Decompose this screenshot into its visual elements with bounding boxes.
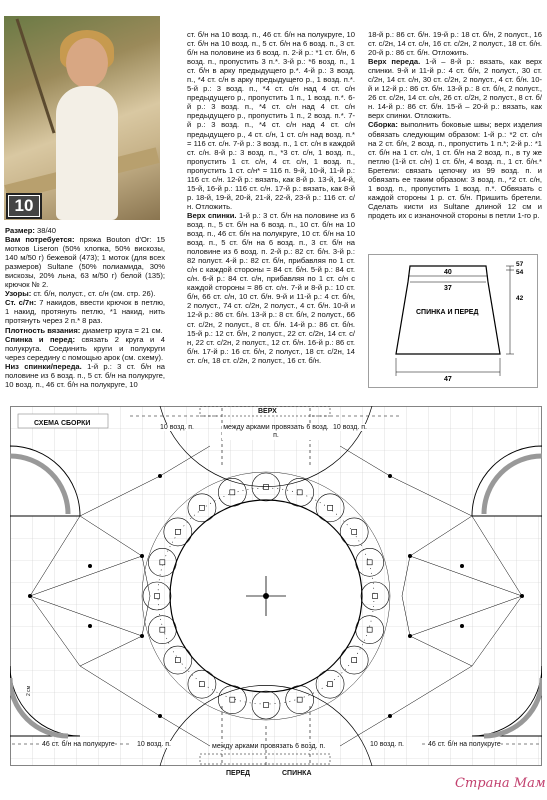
instructions-column-2: [187, 30, 355, 365]
density-label: Плотность вязания:: [5, 325, 81, 335]
back-label: СПИНКА: [282, 770, 312, 777]
bottom-left-sc: 46 ст. б/н на полукруге: [42, 741, 115, 748]
dim-57: 57: [516, 261, 524, 268]
pattern-number: 10: [9, 196, 39, 216]
front-top-text: 1-й – 8-й р.: вязать, как верх спинки. 9-й и 11-й р.: 4 ст. б/н, 2 полуст., 30 ст. с/2н, 14 ст. с/н, 30 ст. с/2н, 2 полуст., 4 ст. б/н. 10-й и 12-й р.: 86 ст. б/н. 13-й р.: 8 ст. б/н, 2 полуст., 26 ст. с/2н, 14 ст. с/н, 26 ст. с/2н, 2 полуст., 8 ст. б/н. 14-й р.: 86 ст. б/н. 15-й – 20-й р.: вязать, как верх спинки. Отложить.: [368, 57, 542, 121]
bottom-chain-right: 10 возд. п.: [370, 741, 404, 748]
bottom-chain-left: 10 возд. п.: [137, 741, 171, 748]
garment-sketch: [368, 254, 538, 388]
arches-bottom: между арками провязать 6 возд. п.: [212, 743, 326, 750]
chain-left-top: 10 возд. п.: [160, 424, 194, 431]
scale-label: 2 см: [26, 685, 33, 697]
back-top-text: 1-й р.: 3 ст. б/н на половине из 6 возд. п., 5 ст. б/н на 6 возд. п., 10 ст. б/н на 10 возд. п., 46 ст. б/н на полукруге, 10 ст. б/н на 10 возд. п., 5 ст. б/н на 6 возд. п., 3 ст. б/н на половине из 6 возд. п. 2-й р.: 82 ст. б/н. 3-й р.: 82 полуст. 4-й р.: 82 ст. б/н, прибавляя по 1 ст. с/н с каждой стороны = 84 ст. б/н. 5-й р.: 84 ст. с/н. 6-й р.: 84 ст. с/н, прибавляя по 1 ст. с/н с каждой стороны = 86 ст. с/н. 7-й и 8-й р.: 10 ст. б/н, 66 ст. с/н, 10 ст. б/н. 9-й и 11-й р.: 4 ст. б/н, 2 полуст., 74 ст. с/2н, 2 полуст., 4 ст. б/н. 10-й и 12-й р.: 86 ст. б/н. 13-й р.: 8 ст. б/н, 2 полуст., 66 ст. с/2н, 2 полуст., 8 ст. б/н. 14-й р.: 86 ст. б/н. 15-й р.: 12 ст. б/н, 2 полуст., 22 ст. с/2н, 14 ст. с/н, 22 ст. с/2н, 2 полуст., 12 ст. б/н. 16-й р.: 86 ст. б/н. 17-й р.: 16 ст. б/н, 2 полуст., 18 ст. с/2н, 14 ст. с/н, 18 ст. с/2н, 2 полуст., 16 ст. б/н.: [187, 210, 355, 365]
front-top-label: Верх переда.: [368, 57, 421, 67]
size-value: 38/40: [37, 226, 57, 235]
back-front-label: Спинка и перед:: [5, 334, 75, 344]
dim-top: 40: [444, 269, 452, 276]
front-label: ПЕРЕД: [226, 770, 251, 777]
col3-text: 18-й р.: 86 ст. б/н. 19-й р.: 18 ст. б/н, 2 полуст., 16 ст. с/2н, 14 ст. с/н, 16 ст. с/2н, 2 полуст., 18 ст. б/н. 20-й р.: 86 ст. б/н. Отложить.: [368, 30, 542, 58]
materials-label: Вам потребуется:: [5, 235, 75, 245]
arches-top: между арками провязать 6 возд. п.: [223, 424, 329, 439]
dim-bottom: 47: [444, 376, 452, 383]
patterns-text: ст. б/н, полуст., ст. с/н (см. стр. 26).: [33, 289, 156, 299]
chain-right-top: 10 возд. п.: [333, 424, 367, 431]
dim-inner: 37: [444, 285, 452, 292]
back-top-label: Верх спинки.: [187, 210, 237, 220]
watermark: Страна Мам: [455, 776, 546, 791]
materials-text: пряжа Bouton d'Or: 15 мотков Liseron (50% хлопка, 50% вискозы, 140 м/50 г) бежевой (473); 1 моток (для всех размеров) Sultane (50% полиамида, 30% вискозы, 20% льна, 63 м/50 г) белой (135); крючок № 2.: [5, 235, 165, 290]
st7-label: Ст. с/7н:: [5, 298, 37, 308]
dim-42: 42: [516, 295, 524, 302]
bottom-label: Низ спинки/переда.: [5, 361, 82, 371]
instructions-column-3: [368, 30, 542, 220]
assembly-label: Сборка:: [368, 120, 398, 130]
diagram-title: СХЕМА СБОРКИ: [34, 420, 91, 427]
assembly-text: выполнить боковые швы; верх изделия обвязать следующим образом: 1-й р.: *2 ст. с/н на 2 ст. б/н, 2 возд. п., пропустить 1 п.*; 2-й р.: *1 ст. б/н на 1 ст. с/н, 1 ст. б/н на 2 возд. п., в ту же петлю (1-й ст. с/н) 1 ст. б/н, 4 возд. п., 1 ст. б/н.* Бретели: связать цепочку из 99 возд. п. и обвязать ее таким образом: 3 возд. п., *2 ст. с/н, 1 возд. п., пропустить 1 возд. п.*. Обвязать с каждой стороны 1 р. ст. б/н. Пришить бретели. Сделать кисти из Sultane длиной 12 см и продеть их с изнаночной стороны в петли 1-го р.: [368, 120, 542, 220]
assembly-diagram: [10, 406, 542, 766]
bottom-right-sc: 46 ст. б/н на полукруге: [428, 741, 501, 748]
model-photo: [4, 16, 160, 220]
size-label: Размер:: [5, 226, 35, 235]
density-text: диаметр круга = 21 см.: [82, 325, 163, 335]
bottom-text: 1-й р.: 3 ст. б/н на половине из 6 возд. п., 5 ст. б/н на полукруге, 10 возд. п., 46 ст. б/н на полукруге, 10: [5, 361, 165, 389]
col2-text: ст. б/н на 10 возд. п., 46 ст. б/н на полукруге, 10 ст. б/н на 10 возд. п., 5 ст. б/н на 6 возд. п., 3 ст. б/н на половине из 6 возд. п. 2-й р.: *1 ст. б/н, 6 возд. п., пропустить 3 п.*. 3-й р.: *6 возд. п., 1 ст. б/н в арку предыдущего р.*. 4-й р.: 3 возд. п., *4 ст. с/н в арку предыдущего р., 1 возд. п.*. 5-й р.: 3 возд. п., *4 ст. с/н над 4 ст. с/н предыдущего р., пропустить 1 п., 1 возд. п.*. 6-й р.: 3 возд. п., *4 ст. с/н над 4 ст. с/н предыдущего р., пропустить 1 п., 2 возд. п.*. 7-й р.: 3 возд. п., *4 ст. с/н над 4 ст. с/н предыдущего р., 4 ст. с/н, 1 ст. с/н над возд. п.* = 116 ст. с/н. 7-й р.: 3 возд. п., 1 ст. с/н в каждой ст. с/н. 8-й р.: 3 возд. п., *3 ст. с/н, 1 возд. п., пропустить 1 ст. с/н, 4 ст. с/н, 1 возд. п., пропустить 1 ст. с/н* = 116 п. 9-й, 10-й, 11-й р.: 116 ст. с/н. 12-й р.: вязать, как 8-й р. 13-й, 14-й, 15-й, 16-й р.: 116 ст. с/н. 17-й р.: вязать, как 8-й р. 18-й, 19-й, 20-й, 21-й, 22-й, 23-й р.: 116 ст. с/н. Отложить.: [187, 30, 355, 211]
st7-text: 7 накидов, ввести крючок в петлю, 1 накид, протянуть петлю, *1 накид, нить протянуть через 2 п.* 8 раз.: [5, 298, 165, 326]
top-label: ВЕРХ: [258, 408, 277, 415]
instructions-column-1: [5, 226, 165, 389]
sketch-label: СПИНКА И ПЕРЕД: [416, 309, 479, 316]
back-front-text: связать 2 круга и 4 полукруга. Соединить круги и полукруги через середину с помощью арок (см. схему).: [5, 334, 165, 362]
patterns-label: Узоры:: [5, 289, 32, 299]
dim-54: 54: [516, 269, 524, 276]
pattern-number-badge: [6, 193, 42, 219]
